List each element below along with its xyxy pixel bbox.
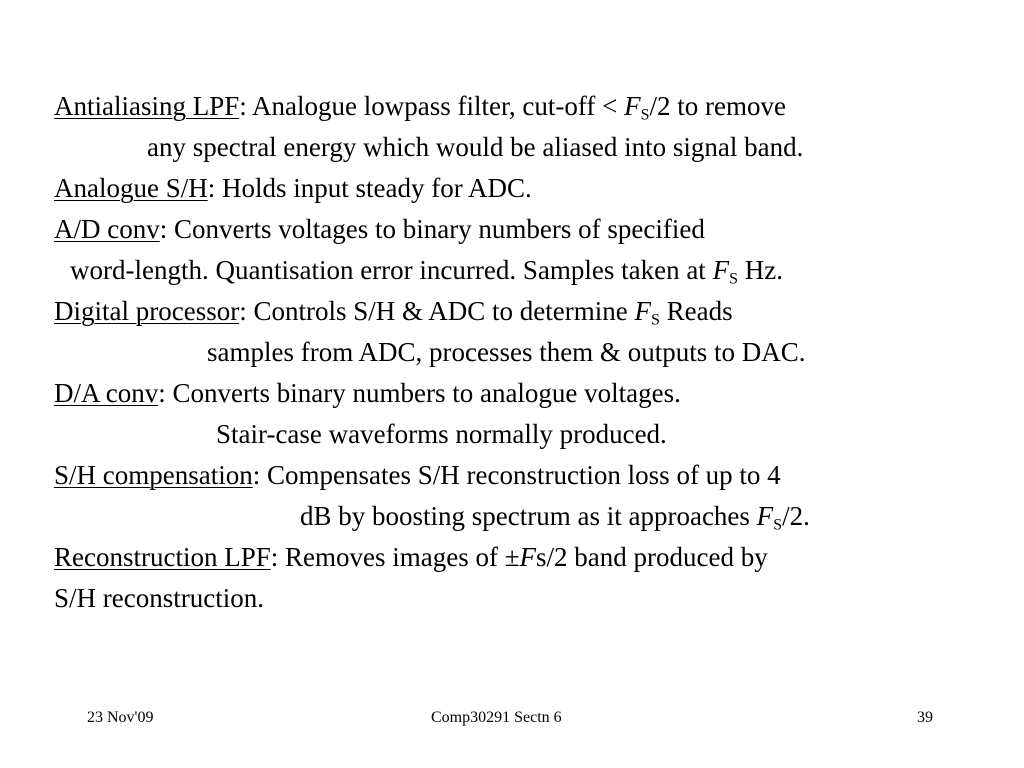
footer-date: 23 Nov'09: [87, 709, 154, 726]
sh-line: [54, 175, 532, 202]
antialiasing-continuation: any spectral energy which would be aliased into signal band.: [147, 132, 804, 162]
dsp-var: F: [634, 296, 651, 326]
dac-text: : Converts binary numbers to analogue voltages.: [158, 378, 681, 408]
antialiasing-text-1: : Analogue lowpass filter, cut-off <: [239, 91, 625, 121]
shcomp-text: : Compensates S/H reconstruction loss of up to 4: [252, 460, 781, 490]
dsp-term: Digital processor: [54, 296, 240, 326]
footer-page-number: 39: [917, 709, 933, 726]
recon-line: [54, 544, 768, 571]
shcomp-cont-2: /2.: [782, 501, 810, 531]
adc-text: : Converts voltages to binary numbers of specified: [159, 214, 705, 244]
recon-text-1: : Removes images of ±: [270, 542, 520, 572]
dac-continuation: Stair-case waveforms normally produced.: [216, 419, 667, 449]
adc-cont-1: word-length. Quantisation error incurred. Samples taken at: [70, 255, 713, 285]
recon-text-2: s/2 band produced by: [536, 542, 768, 572]
recon-term: Reconstruction LPF: [54, 542, 271, 572]
shcomp-sub: S: [773, 516, 783, 534]
dac-line: [54, 380, 681, 407]
recon-var: F: [519, 542, 537, 572]
adc-continuation: [70, 255, 783, 288]
dsp-sub: S: [650, 311, 660, 329]
antialiasing-var: F: [624, 91, 641, 121]
antialiasing-text-2: /2 to remove: [649, 91, 786, 121]
shcomp-term: S/H compensation: [54, 460, 253, 490]
adc-term: A/D conv: [54, 214, 160, 244]
dsp-line: [54, 296, 733, 329]
adc-cont-2: Hz.: [737, 255, 783, 285]
sh-term: Analogue S/H: [54, 173, 208, 203]
sh-text: : Holds input steady for ADC.: [207, 173, 532, 203]
footer-course: Comp30291 Sectn 6: [431, 709, 562, 726]
shcomp-continuation: [300, 501, 810, 534]
adc-line: [54, 216, 705, 243]
adc-var: F: [712, 255, 730, 285]
dac-term: D/A conv: [54, 378, 159, 408]
shcomp-line: [54, 462, 781, 489]
recon-continuation: S/H reconstruction.: [54, 583, 264, 613]
antialiasing-line: [54, 91, 786, 124]
antialiasing-sub: S: [640, 106, 650, 124]
adc-sub: S: [729, 270, 738, 288]
dsp-continuation: samples from ADC, processes them & outputs to DAC.: [207, 337, 806, 367]
dsp-text-2: Reads: [659, 296, 733, 326]
dsp-text-1: : Controls S/H & ADC to determine: [239, 296, 635, 326]
antialiasing-term: Antialiasing LPF: [54, 91, 240, 121]
shcomp-cont-1: dB by boosting spectrum as it approaches: [300, 501, 757, 531]
shcomp-var: F: [756, 501, 774, 531]
